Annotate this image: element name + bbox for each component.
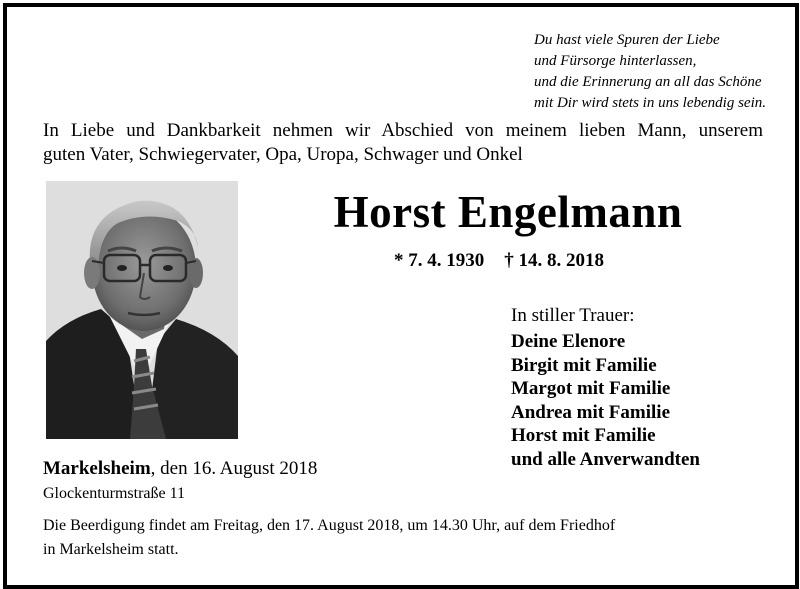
life-dates: [394, 249, 604, 273]
mourner-name: Andrea mit Familie: [511, 401, 671, 423]
poem: [534, 30, 766, 114]
intro-text: [43, 119, 763, 167]
deceased-name: Horst Engelmann: [333, 187, 683, 237]
mourning-heading: In stiller Trauer:: [511, 305, 635, 326]
poem-line: mit Dir wird stets in uns lebendig sein.: [534, 95, 766, 111]
place-date-line: [43, 457, 317, 481]
portrait-image: [46, 181, 238, 439]
funeral-line: Die Beerdigung findet am Freitag, den 17. August 2018, um 14.30 Uhr, auf dem Friedhof: [43, 517, 616, 534]
place-name: Markelsheim: [43, 458, 151, 479]
death-date: † 14. 8. 2018: [504, 250, 604, 271]
birth-date: * 7. 4. 1930: [394, 250, 485, 271]
poem-line: und die Erinnerung an all das Schöne: [534, 74, 762, 90]
mourner-name: Horst mit Familie: [511, 425, 656, 446]
portrait-photo: [46, 181, 238, 439]
mourner-name: Deine Elenore: [511, 331, 626, 352]
intro-line: guten Vater, Schwiegervater, Opa, Uropa, Schwager und Onkel: [43, 144, 523, 165]
mourner-name: und alle Anverwandten: [511, 448, 700, 470]
mourner-name: Birgit mit Familie: [511, 354, 657, 376]
poem-line: Du hast viele Spuren der Liebe: [534, 32, 720, 48]
street-address: Glockenturmstraße 11: [43, 485, 186, 502]
mourner-list: [511, 330, 700, 471]
poem-line: und Fürsorge hinterlassen,: [534, 53, 697, 69]
funeral-line: in Markelsheim statt.: [43, 541, 179, 558]
mourner-name: Margot mit Familie: [511, 378, 671, 399]
funeral-notice: [43, 514, 615, 562]
intro-line: In Liebe und Dankbarkeit nehmen wir Abschied von meinem lieben Mann, unserem: [43, 120, 763, 141]
place-date: , den 16. August 2018: [150, 458, 318, 479]
